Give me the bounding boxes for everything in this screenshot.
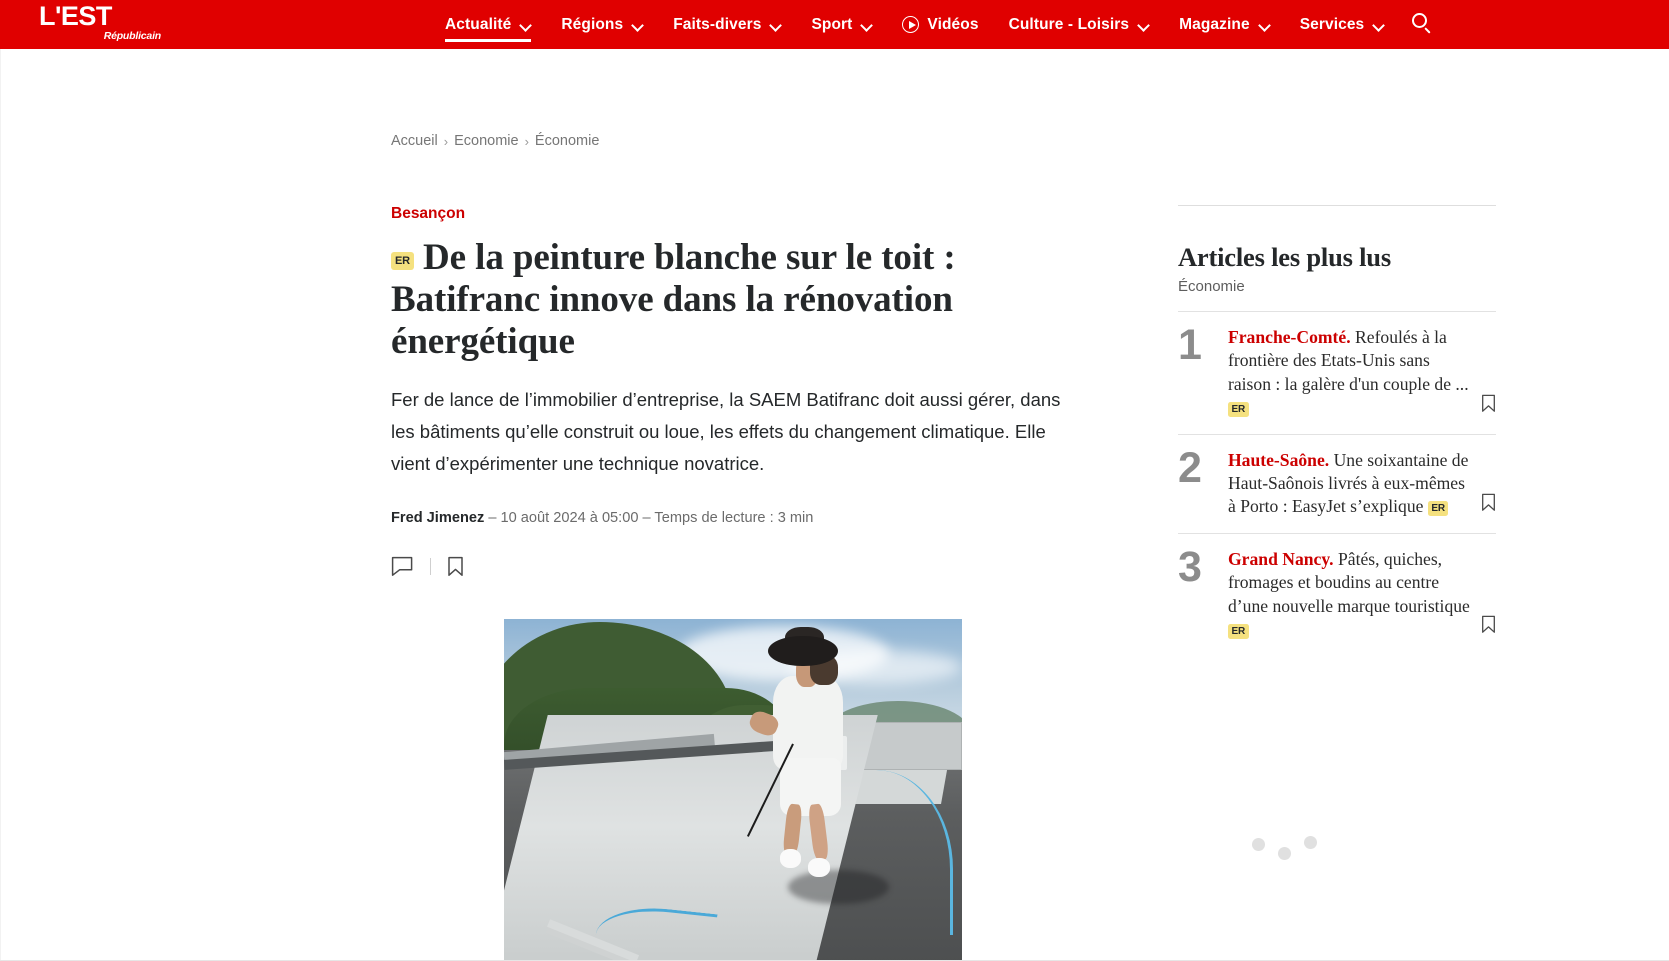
rank-number: 1 [1178, 321, 1202, 369]
article-actions [391, 556, 1063, 577]
main-navigation [430, 0, 1399, 49]
chevron-down-icon [770, 21, 781, 28]
list-item[interactable] [1178, 311, 1496, 434]
list-item-text [1228, 449, 1496, 519]
breadcrumb-item-accueil[interactable]: Accueil [391, 133, 438, 149]
loading-dot [1278, 847, 1291, 860]
chevron-down-icon [520, 21, 531, 28]
nav-item-faits-divers[interactable] [658, 0, 796, 49]
list-item-lead: Haute-Saône. [1228, 449, 1330, 470]
photo-worker [765, 636, 847, 870]
article-kicker[interactable]: Besançon [391, 205, 466, 222]
er-badge: ER [1228, 624, 1249, 639]
list-item[interactable] [1178, 434, 1496, 533]
bookmark-icon[interactable] [1481, 394, 1496, 418]
loading-dots [1252, 836, 1322, 860]
bookmark-icon[interactable] [1481, 493, 1496, 517]
nav-item-sport[interactable] [796, 0, 887, 49]
sidebar-most-read [1178, 205, 1496, 655]
breadcrumb-item-economie-current[interactable]: Économie [534, 133, 600, 149]
breadcrumb-separator: › [443, 133, 449, 149]
headline-text: De la peinture blanche sur le toit : Batifranc innove dans la rénovation énergétique [391, 237, 956, 362]
page-title [391, 237, 1063, 362]
nav-item-regions[interactable] [546, 0, 658, 49]
nav-label: Faits-divers [673, 15, 762, 33]
nav-label: Vidéos [927, 15, 979, 33]
nav-label: Magazine [1179, 15, 1250, 33]
loading-dot [1252, 838, 1265, 851]
loading-dot [1304, 836, 1317, 849]
list-item-body: Une soixantaine de Haut-Saônois livrés à eux-mêmes à Porto : EasyJet s’explique [1228, 449, 1469, 517]
site-logo[interactable] [39, 3, 161, 42]
chevron-down-icon [861, 21, 872, 28]
nav-item-culture-loisirs[interactable] [994, 0, 1165, 49]
sidebar-subtitle: Économie [1178, 278, 1245, 295]
article-photo-wrap [504, 619, 962, 961]
nav-item-videos[interactable] [887, 0, 993, 49]
play-circle-icon [902, 16, 919, 33]
bookmark-icon[interactable] [447, 556, 464, 577]
nav-label: Culture - Loisirs [1008, 15, 1130, 33]
list-item-body: Refoulés à la frontière des Etats-Unis sans raison : la galère d'un couple de ... [1228, 327, 1469, 394]
nav-item-magazine[interactable] [1164, 0, 1285, 49]
nav-label: Régions [561, 15, 624, 33]
article-photo [504, 619, 962, 961]
sidebar-top-rule [1178, 205, 1496, 206]
list-item-lead: Franche-Comté. [1228, 327, 1351, 347]
nav-item-services[interactable] [1285, 0, 1400, 49]
logo-wordmark: L'EST [39, 1, 112, 31]
article-standfirst: Fer de lance de l’immobilier d’entreprise, la SAEM Batifranc doit aussi gérer, dans les bâtiments qu’elle construit ou loue, les effets du changement climatique. Elle vient d’expérimenter une technique novatrice. [391, 389, 1061, 475]
breadcrumb [391, 133, 599, 149]
logo-subtitle: Républicain [103, 30, 161, 42]
bookmark-icon[interactable] [1481, 615, 1496, 639]
comment-icon[interactable] [391, 556, 414, 577]
breadcrumb-separator: › [524, 133, 529, 149]
sidebar-title: Articles les plus lus [1178, 242, 1391, 272]
nav-label: Actualité [445, 15, 512, 33]
action-divider [430, 558, 431, 575]
list-item-text [1228, 548, 1496, 642]
site-header [0, 0, 1669, 49]
article-byline [391, 510, 1063, 526]
chevron-down-icon [1373, 21, 1384, 28]
chevron-down-icon [1138, 21, 1149, 28]
article-main [391, 205, 1063, 961]
er-badge: ER [1228, 402, 1249, 417]
article-author[interactable]: Fred Jimenez [391, 509, 485, 526]
list-item-text [1228, 326, 1496, 420]
list-item[interactable] [1178, 533, 1496, 656]
er-badge: ER [1428, 501, 1449, 516]
breadcrumb-item-economie[interactable]: Economie [454, 133, 519, 149]
er-badge: ER [391, 252, 414, 270]
nav-item-actualite[interactable] [430, 0, 546, 49]
article-byline-meta: – 10 août 2024 à 05:00 – Temps de lecture : 3 min [484, 509, 814, 526]
rank-number: 3 [1178, 542, 1202, 591]
list-item-lead: Grand Nancy. [1228, 548, 1334, 569]
list-item-body: Pâtés, quiches, fromages et boudins au centre d’une nouvelle marque touristique [1228, 548, 1470, 616]
rank-number: 2 [1178, 443, 1202, 492]
chevron-down-icon [632, 21, 643, 28]
chevron-down-icon [1259, 21, 1270, 28]
page-left-edge [0, 49, 1, 961]
nav-label: Sport [811, 15, 853, 33]
nav-label: Services [1299, 15, 1365, 33]
search-icon[interactable] [1410, 12, 1436, 38]
